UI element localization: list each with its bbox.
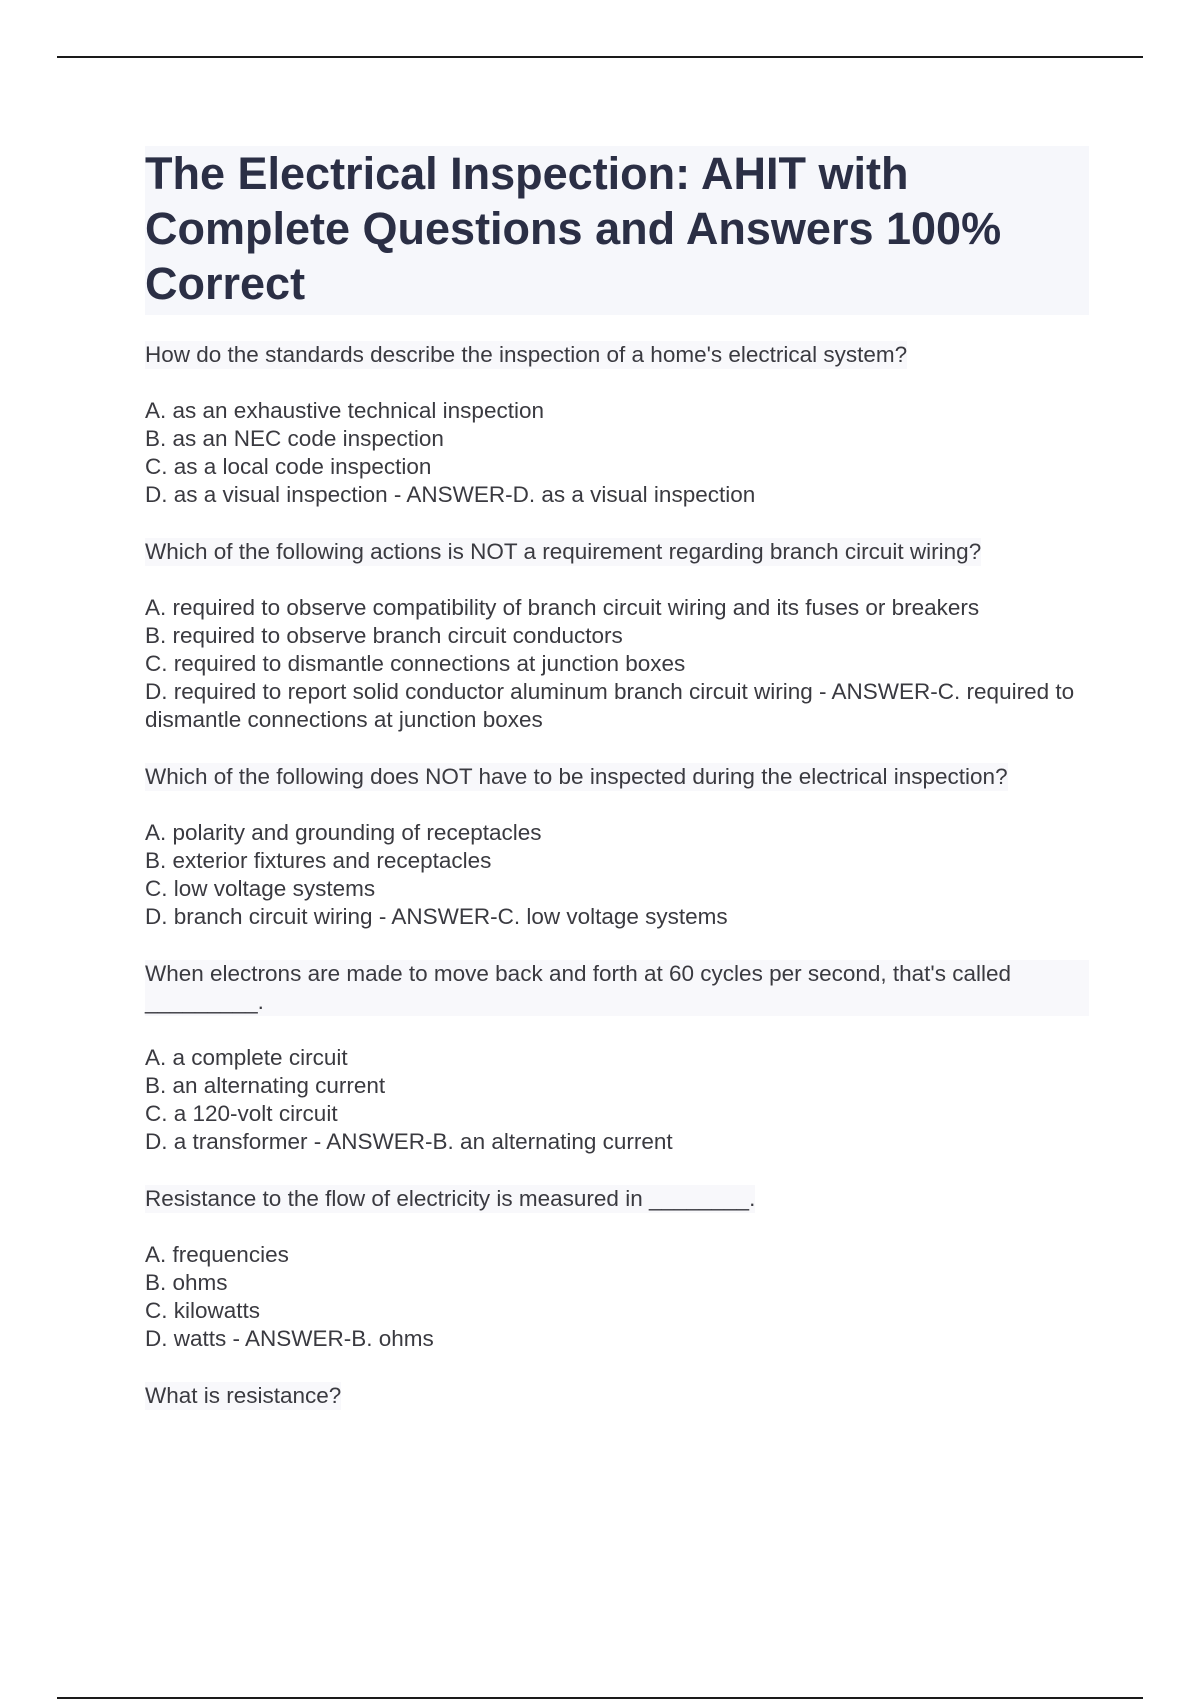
- question-text: When electrons are made to move back and forth at 60 cycles per second, that's called _________.: [145, 960, 1089, 1016]
- question-text: What is resistance?: [145, 1383, 342, 1408]
- option-c: C. as a local code inspection: [145, 454, 432, 479]
- question-block-3: [145, 763, 1089, 931]
- option-a: A. polarity and grounding of receptacles: [145, 820, 542, 845]
- option-b: B. exterior fixtures and receptacles: [145, 848, 492, 873]
- bottom-rule: [57, 1697, 1143, 1699]
- question-block-1: [145, 341, 1089, 509]
- title-block: [145, 146, 1089, 315]
- option-c: C. low voltage systems: [145, 876, 376, 901]
- option-d-with-answer: D. branch circuit wiring - ANSWER-C. low voltage systems: [145, 904, 728, 929]
- document-page: [145, 146, 1089, 1439]
- option-d-with-answer: D. required to report solid conductor aluminum branch circuit wiring - ANSWER-C. required to dismantle connections at junction boxes: [145, 679, 1075, 732]
- question-text: Which of the following actions is NOT a requirement regarding branch circuit wiring?: [145, 539, 982, 564]
- question-block-5: [145, 1185, 1089, 1353]
- option-a: A. a complete circuit: [145, 1045, 348, 1070]
- option-list: [145, 1044, 1089, 1156]
- option-a: A. frequencies: [145, 1242, 289, 1267]
- option-list: [145, 397, 1089, 509]
- question-text: Which of the following does NOT have to be inspected during the electrical inspection?: [145, 764, 1008, 789]
- option-c: C. kilowatts: [145, 1298, 261, 1323]
- option-list: [145, 819, 1089, 931]
- option-list: [145, 594, 1089, 734]
- option-c: C. a 120-volt circuit: [145, 1101, 338, 1126]
- question-text: Resistance to the flow of electricity is measured in ________.: [145, 1186, 756, 1211]
- option-d-with-answer: D. a transformer - ANSWER-B. an alternating current: [145, 1129, 673, 1154]
- option-a: A. as an exhaustive technical inspection: [145, 398, 544, 423]
- option-c: C. required to dismantle connections at junction boxes: [145, 651, 686, 676]
- question-block-4: [145, 960, 1089, 1156]
- option-list: [145, 1241, 1089, 1353]
- option-b: B. an alternating current: [145, 1073, 386, 1098]
- option-b: B. ohms: [145, 1270, 228, 1295]
- option-b: B. as an NEC code inspection: [145, 426, 444, 451]
- document-title: The Electrical Inspection: AHIT with Complete Questions and Answers 100% Correct: [145, 148, 1002, 309]
- option-a: A. required to observe compatibility of branch circuit wiring and its fuses or breakers: [145, 595, 980, 620]
- question-block-6: [145, 1382, 1089, 1410]
- question-block-2: [145, 538, 1089, 734]
- top-rule: [57, 56, 1143, 58]
- question-text: How do the standards describe the inspection of a home's electrical system?: [145, 342, 908, 367]
- option-d-with-answer: D. as a visual inspection - ANSWER-D. as a visual inspection: [145, 482, 756, 507]
- option-d-with-answer: D. watts - ANSWER-B. ohms: [145, 1326, 434, 1351]
- option-b: B. required to observe branch circuit conductors: [145, 623, 623, 648]
